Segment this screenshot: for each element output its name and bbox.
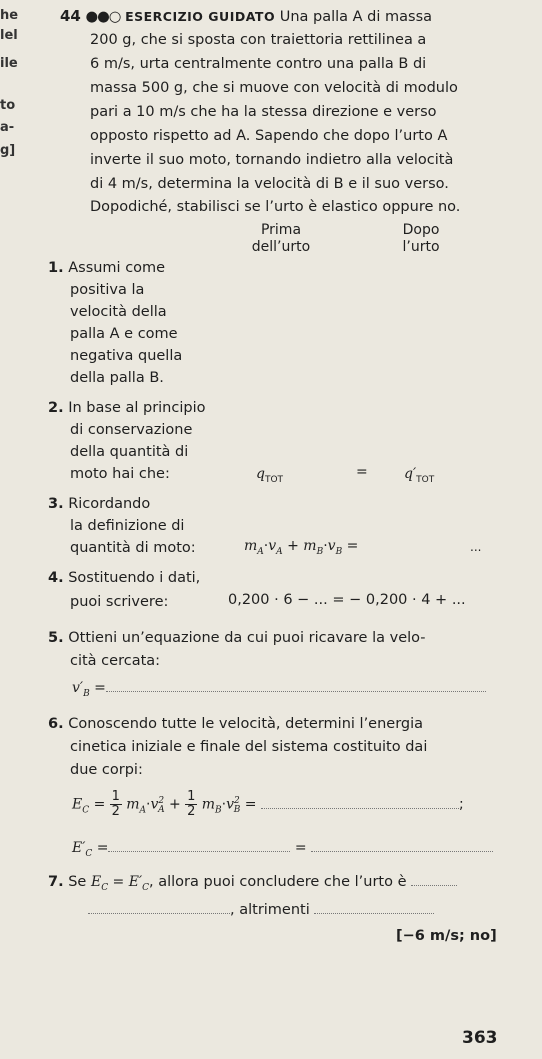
margin-fragment: g] xyxy=(0,143,16,158)
step-1-line: positiva la xyxy=(70,282,145,298)
margin-fragment: ile xyxy=(0,56,18,71)
step-2-line: di conservazione xyxy=(70,422,193,438)
exercise-text-line: 200 g, che si sposta con traiettoria rettilinea a xyxy=(90,32,427,48)
margin-fragment: he xyxy=(0,8,19,23)
equals-sign: = xyxy=(356,464,368,480)
step-2: 2. In base al principio xyxy=(48,400,206,416)
exercise-header xyxy=(60,6,432,28)
q-tot-initial: $q_{TOT}$ xyxy=(256,466,284,485)
exercise-text-line: di 4 m/s, determina la velocità di B e il suo verso. xyxy=(90,176,449,192)
step-5: 5. Ottieni un’equazione da cui puoi ricavare la velo- xyxy=(48,630,426,646)
step-1-line: velocità della xyxy=(70,304,167,320)
exercise-label: ESERCIZIO GUIDATO xyxy=(125,9,276,24)
difficulty-dots-icon: ●●○ xyxy=(85,9,121,25)
exercise-text-line: massa 500 g, che si muove con velocità di modulo xyxy=(90,80,458,96)
step-1-line: della palla B. xyxy=(70,370,164,386)
exercise-text-line: Una palla A di massa xyxy=(279,9,433,25)
margin-fragment: lel xyxy=(0,28,18,43)
exercise-number: 44 xyxy=(60,7,81,25)
exercise-text-line: inverte il suo moto, tornando indietro alla velocità xyxy=(90,152,454,168)
q-tot-final: $q'_{TOT}$ xyxy=(404,466,435,485)
step-7-line: , altrimenti xyxy=(88,900,434,921)
step-7: 7. Se $E_C = E'_C$, allora puoi concludere che l’urto è xyxy=(48,872,457,899)
page-number: 363 xyxy=(462,1028,498,1048)
answer: [−6 m/s; no] xyxy=(396,928,497,944)
column-heading-before: Prima dell’urto xyxy=(251,222,311,255)
exercise-text-line: Dopodiché, stabilisci se l’urto è elastico oppure no. xyxy=(90,199,461,215)
step-3-line: quantità di moto: xyxy=(70,540,196,556)
step-3: 3. Ricordando xyxy=(48,496,151,512)
step-3-line: la definizione di xyxy=(70,518,185,534)
kinetic-energy-initial: $E_C$ = $\frac{1}{2}$ $m_A\cdot v^2_A$ + $\frac{1}{2}$ $m_B\cdot v^2_B$ = ; xyxy=(72,789,464,819)
exercise-text-line: pari a 10 m/s che ha la stessa direzione e verso xyxy=(90,104,437,120)
kinetic-energy-final: $E'_C$ = = xyxy=(72,840,493,859)
step-6-line: due corpi: xyxy=(70,762,143,778)
vb-prime-blank: $v'_B$ = xyxy=(72,680,486,699)
step-5-line: cità cercata: xyxy=(70,653,161,669)
exercise-text-line: 6 m/s, urta centralmente contro una palla B di xyxy=(90,56,427,72)
step-2-line: moto hai che: xyxy=(70,466,170,482)
step-4-line: puoi scrivere: xyxy=(70,594,169,610)
step-6: 6. Conoscendo tutte le velocità, determini l’energia xyxy=(48,716,424,732)
substitution-expression: 0,200 · 6 − ... = − 0,200 · 4 + ... xyxy=(228,592,466,608)
step-1: 1. Assumi come xyxy=(48,260,166,276)
momentum-rhs: ... xyxy=(470,540,482,554)
momentum-formula: $m_A\cdot v_A + m_B\cdot v_B$ = xyxy=(244,538,359,557)
step-6-line: cinetica iniziale e finale del sistema costituito dai xyxy=(70,739,428,755)
exercise-text-line: opposto rispetto ad A. Sapendo che dopo l’urto A xyxy=(90,128,448,144)
column-heading-after: Dopo l’urto xyxy=(402,222,440,255)
margin-fragment: to xyxy=(0,98,16,113)
step-2-line: della quantità di xyxy=(70,444,189,460)
margin-fragment: a- xyxy=(0,120,15,135)
step-1-line: negativa quella xyxy=(70,348,183,364)
step-4: 4. Sostituendo i dati, xyxy=(48,570,201,586)
step-1-line: palla A e come xyxy=(70,326,178,342)
